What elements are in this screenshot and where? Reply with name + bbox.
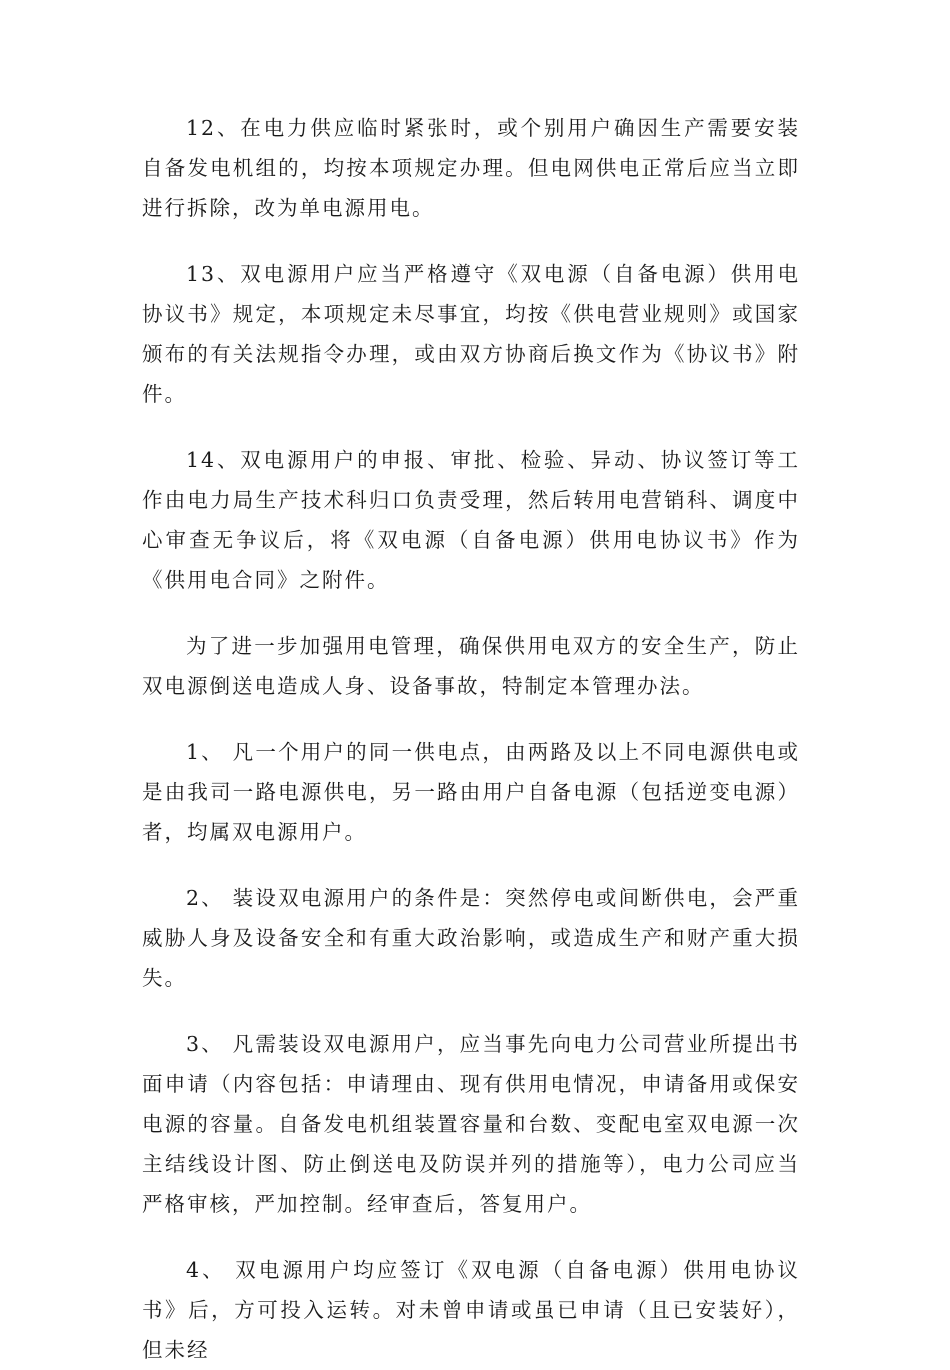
paragraph-2: 2、 装设双电源用户的条件是：突然停电或间断供电，会严重威胁人身及设备安全和有重大政治影响，或造成生产和财产重大损失。 [142, 886, 800, 990]
paragraph-3: 3、 凡需装设双电源用户，应当事先向电力公司营业所提出书面申请（内容包括：申请理由、现有供用电情况，申请备用或保安电源的容量。自备发电机组装置容量和台数、变配电室双电源一次主结线设计图、防止倒送电及防误并列的措施等），电力公司应当严格审核，严加控制。经审查后，答复用户。 [142, 1032, 800, 1216]
paragraph-1: 1、 凡一个用户的同一供电点，由两路及以上不同电源供电或是由我司一路电源供电，另一路由用户自备电源（包括逆变电源）者，均属双电源用户。 [142, 740, 800, 844]
paragraph-intro: 为了进一步加强用电管理，确保供用电双方的安全生产，防止双电源倒送电造成人身、设备事故，特制定本管理办法。 [142, 634, 800, 698]
paragraph-12: 12、在电力供应临时紧张时，或个别用户确因生产需要安装自备发电机组的，均按本项规定办理。但电网供电正常后应当立即进行拆除，改为单电源用电。 [142, 116, 800, 220]
paragraph-4: 4、 双电源用户均应签订《双电源（自备电源）供用电协议书》后，方可投入运转。对未曾申请或虽已申请（且已安装好），但未经 [142, 1258, 800, 1362]
paragraph-13: 13、双电源用户应当严格遵守《双电源（自备电源）供用电协议书》规定，本项规定未尽事宜，均按《供电营业规则》或国家颁布的有关法规指令办理，或由双方协商后换文作为《协议书》附件。 [142, 262, 800, 406]
paragraph-14: 14、双电源用户的申报、审批、检验、异动、协议签订等工作由电力局生产技术科归口负责受理，然后转用电营销科、调度中心审查无争议后，将《双电源（自备电源）供用电协议书》作为《供用电合同》之附件。 [142, 448, 800, 592]
